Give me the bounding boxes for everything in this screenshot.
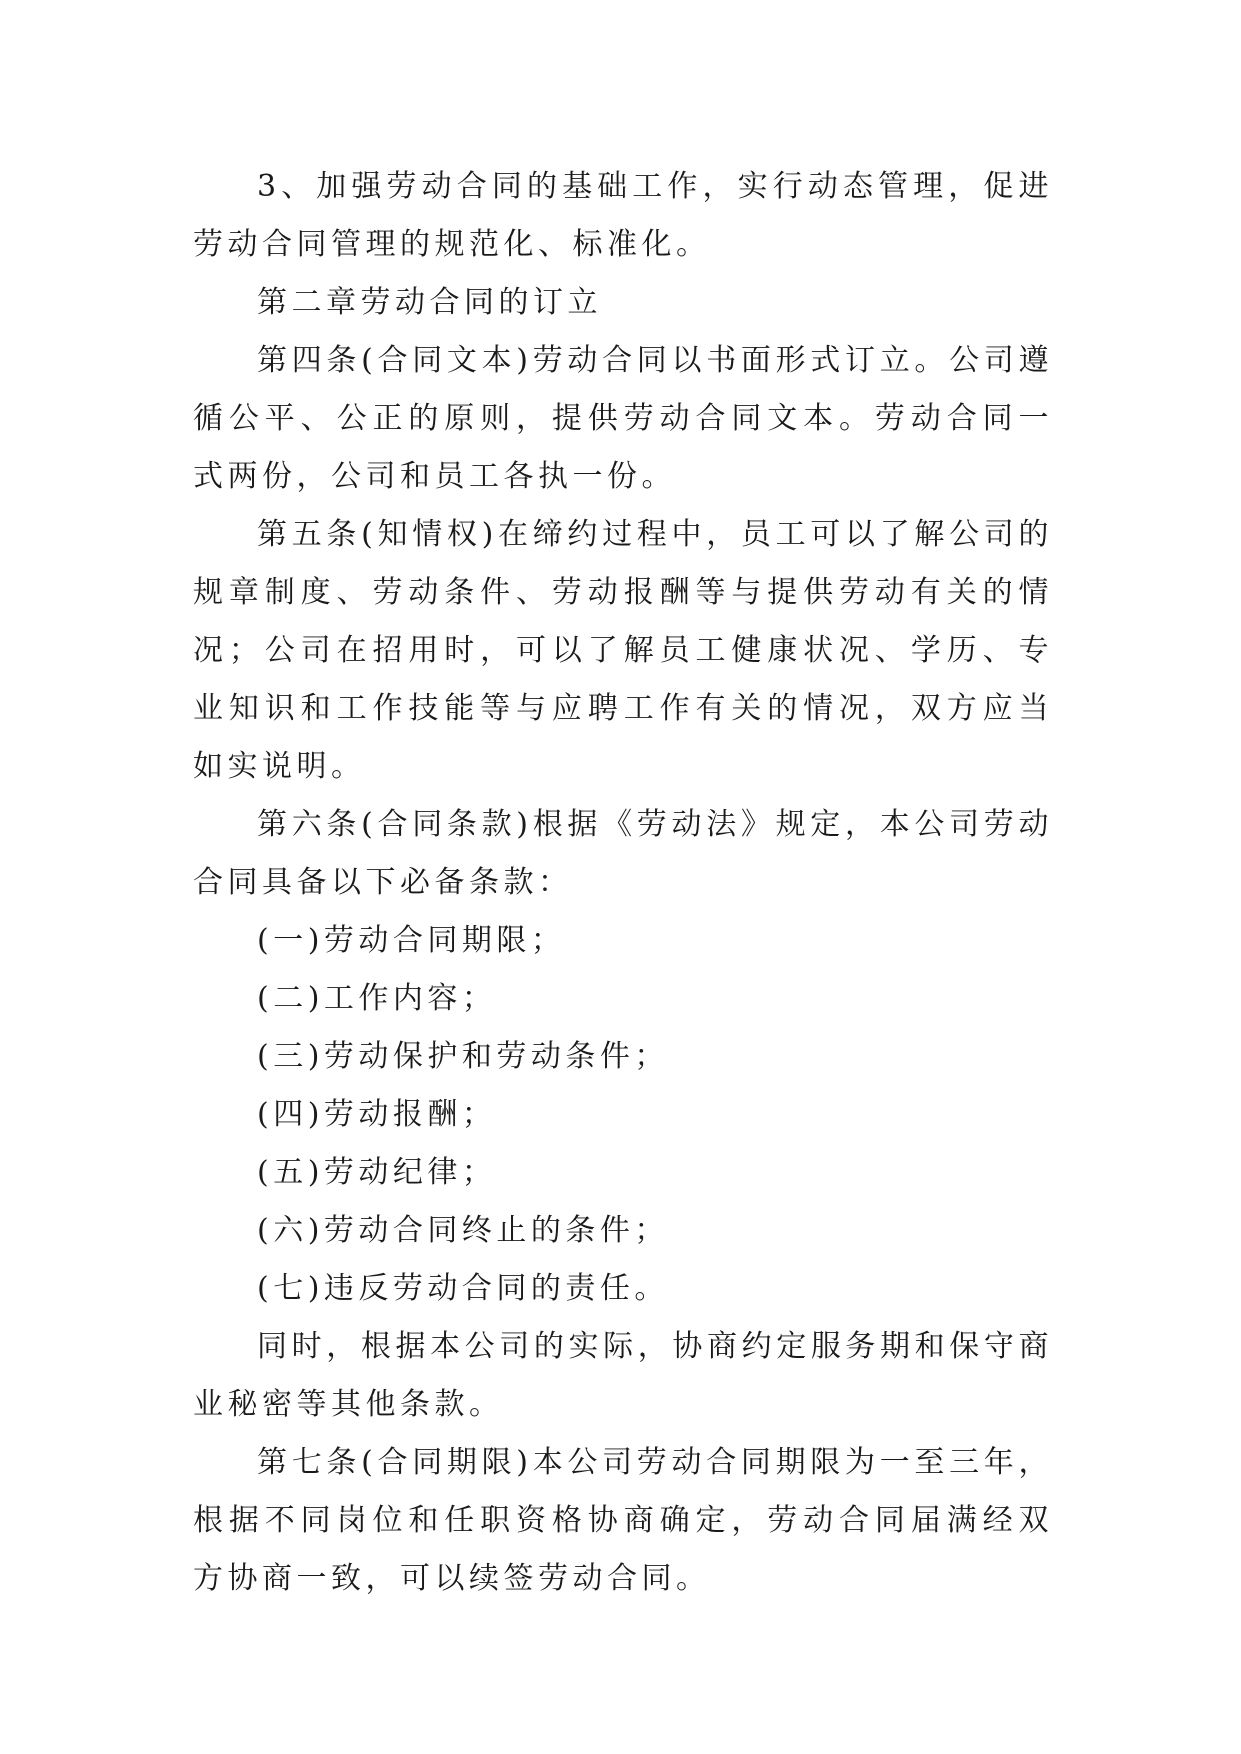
- clause-item: (六)劳动合同终止的条件；: [257, 1213, 669, 1248]
- article-5-paragraph: 第五条(知情权)在缔约过程中，员工可以了解公司的规章制度、劳动条件、劳动报酬等与提供劳动有关的情况；公司在招用时，可以了解员工健康状况、学历、专业知识和工作技能等与应聘工作有关的情况，双方应当如实说明。: [193, 517, 1053, 784]
- clause-item: (七)违反劳动合同的责任。: [257, 1271, 669, 1306]
- article-6-paragraph: 第六条(合同条款)根据《劳动法》规定，本公司劳动合同具备以下必备条款：: [193, 807, 1053, 900]
- chapter-heading: 第二章劳动合同的订立: [257, 285, 602, 320]
- supplement-paragraph: 同时，根据本公司的实际，协商约定服务期和保守商业秘密等其他条款。: [193, 1329, 1053, 1422]
- clause-item: (二)工作内容；: [257, 981, 497, 1016]
- clause-item: (一)劳动合同期限；: [257, 923, 566, 958]
- clause-item: (五)劳动纪律；: [257, 1155, 497, 1190]
- document-body: [193, 158, 1053, 1608]
- article-4-paragraph: 第四条(合同文本)劳动合同以书面形式订立。公司遵循公平、公正的原则，提供劳动合同文本。劳动合同一式两份，公司和员工各执一份。: [193, 343, 1053, 494]
- clause-item: (三)劳动保护和劳动条件；: [257, 1039, 669, 1074]
- clause-item: (四)劳动报酬；: [257, 1097, 497, 1132]
- article-7-paragraph: 第七条(合同期限)本公司劳动合同期限为一至三年，根据不同岗位和任职资格协商确定，劳动合同届满经双方协商一致，可以续签劳动合同。: [193, 1445, 1053, 1596]
- intro-item-paragraph: 3、加强劳动合同的基础工作，实行动态管理，促进劳动合同管理的规范化、标准化。: [193, 169, 1053, 262]
